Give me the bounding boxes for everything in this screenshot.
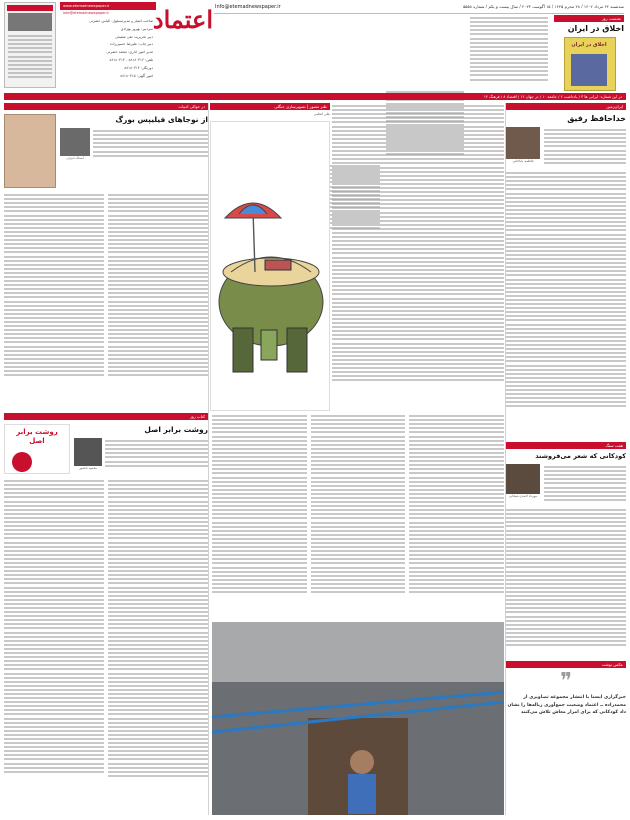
column-left-top (4, 103, 208, 408)
column-center-right (332, 103, 504, 413)
staff-line: مدیر امور اداری: محمد حضرتی (106, 50, 153, 55)
section-kicker-cartoon: طنز مصور | تصویرسازی جنگلی (210, 103, 330, 110)
headline-rafigh[interactable]: خداحافظ رفیق (567, 114, 626, 123)
section-kicker-haft-sang: هفت سنگ (506, 442, 626, 449)
section-kicker-literature: در حوالی ادبیات (4, 103, 208, 110)
author-name-sheikhani: مهرداد احمدی شیخانی (508, 494, 537, 498)
column-left-bottom (4, 413, 208, 815)
top-story-title[interactable]: اخلاق در ایران (567, 24, 624, 33)
book-cover-rowshan: روشت برابر اصل (4, 424, 70, 474)
author-name-amrai: اسداله امرایی (66, 156, 84, 160)
section-kicker-iran: ایران‌زمین (506, 103, 626, 110)
masthead-email[interactable]: Info@etemadnewspaper.ir (215, 4, 281, 10)
author-photo-amrai (60, 128, 90, 156)
author-photo-sheikhani (506, 464, 540, 494)
book-cover-borges (4, 114, 56, 188)
front-page-thumbnail[interactable] (4, 2, 56, 88)
section-kicker-photo: عکس نوشت (506, 661, 626, 668)
cartoon-image[interactable] (210, 121, 330, 411)
masthead (0, 0, 630, 93)
author-name-daneshvar: محمود دانشور (79, 466, 97, 470)
staff-line: صاحب امتیاز و مدیرمسئول: الیاس حضرتی (89, 19, 153, 23)
staff-line: امور آگهی: ۸۸۱۸۰۳۱۵ (120, 73, 153, 78)
date-line: سه‌شنبه ۲۴ مرداد ۱۴۰۲ / ۲۸ محرم ۱۴۴۵ / ۱۵ آگوست ۲۰۲۳ / سال بیست و یکم / شماره ۵۵۵۸ (463, 4, 624, 9)
cartoon-drawing (211, 122, 329, 410)
top-story (554, 15, 624, 92)
staff-line: دبیر چاپ: علیرضا حسین‌زاده (109, 42, 153, 47)
logo[interactable]: اعتماد (152, 5, 213, 34)
cartoon-section (210, 103, 330, 408)
staff-line: دبیر تحریریه: تقی شفیعی (115, 34, 153, 39)
cartoon-author: علی انجلیی (313, 112, 330, 116)
staff-line: دورنگار: ۸۸۱۸۰۳۱۴ (124, 65, 153, 70)
column-right (506, 103, 626, 815)
headline-borges[interactable]: از نوجاهای فیلیپس بورگ (115, 115, 208, 124)
staff-line: سردبیر: بهروز بهزادی (120, 26, 153, 31)
book-cover-thumb: اخلاق در ایران (564, 37, 616, 91)
section-kicker-book: کتاب روز (4, 413, 208, 420)
email-link[interactable]: info@etemadnewspaper.ir (63, 11, 109, 15)
bottom-photo-drawing (212, 622, 504, 815)
author-photo-daneshvar (74, 438, 102, 466)
author-photo-babakhani (506, 127, 540, 159)
author-name-babakhani: فاطمه باباخانی (512, 159, 534, 163)
headline-gogol[interactable]: کودکانی که شعر می‌فروشند (535, 452, 626, 460)
headline-rowshan[interactable]: روشت برابر اصل (144, 425, 208, 434)
bottom-feature-photo[interactable] (212, 622, 504, 815)
quote-mark-icon: ❞ (560, 669, 572, 694)
site-link[interactable]: www.etemadnewspaper.ir (63, 4, 110, 8)
pull-quote: خبرگزاری ایسنا با انتشار مجموعه تصاویری از محمدزاده ــ اعتماد وضعیت جمع‌آوری زباله‌ها را نشان داد کودکانی که برای امرار معاش تلاش می‌کنند (507, 695, 626, 715)
staff-box (60, 2, 156, 88)
top-story-text (216, 15, 548, 89)
top-story-kicker: نشست روز (554, 15, 624, 22)
staff-line: تلفن: ۸۸۱۸۰۳۱۲ - ۸۸۱۸۰۳۱۳ (109, 57, 153, 62)
contents-ticker[interactable]: در این شماره: ایرانی ها ۳ / یادداشت ۲ / جامعه ۱۰ / در جهان ۱۲ / اقتصاد ۸ / فرهنگ ۱۴ (4, 93, 626, 100)
center-bottom-text (212, 413, 504, 618)
